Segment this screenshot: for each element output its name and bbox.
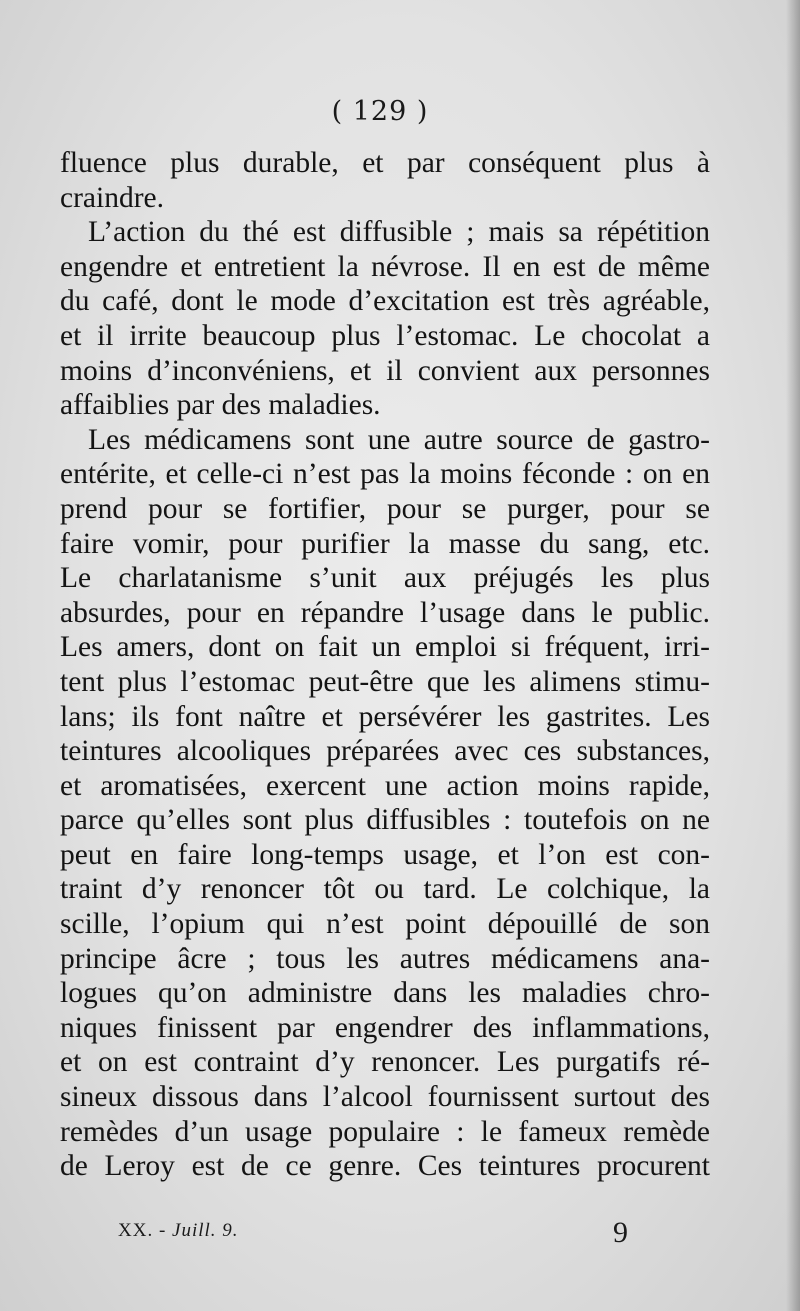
text-line: sineux dissous dans l’alcool fournissent surtout des [60,1081,710,1114]
text-line: de Leroy est de ce genre. Ces teintures procurent [60,1150,710,1183]
text-line: et on est contraint d’y renoncer. Les purgatifs ré- [60,1046,710,1079]
text-line: traint d’y renoncer tôt ou tard. Le colchique, la [60,873,710,906]
text-line: prend pour se fortifier, pour se purger, pour se [60,492,710,525]
sheet-number: 9 [613,1216,628,1249]
text-line: Le charlatanisme s’unit aux préjugés les plus [60,562,710,595]
text-line: tent plus l’estomac peut-être que les alimens stimu- [60,665,710,698]
text-line: fluence plus durable, et par conséquent plus à [60,147,710,179]
body-text [60,146,710,1184]
text-line: entérite, et celle-ci n’est pas la moins féconde : on en [60,458,710,491]
text-line: du café, dont le mode d’excitation est très agréable, [60,285,710,318]
text-line: scille, l’opium qui n’est point dépouillé de son [60,908,710,941]
text-line: Les médicamens sont une autre source de gastro- [88,423,710,456]
text-line: faire vomir, pour purifier la masse du sang, etc. [60,527,710,560]
text-line: L’action du thé est diffusible ; mais sa répétition [88,216,710,249]
text-line: niques finissent par engendrer des inflammations, [60,1011,710,1044]
page-edge-shadow [786,0,800,1311]
text-line: craindre. [60,181,164,214]
text-line: absurdes, pour en répandre l’usage dans le public. [60,596,710,629]
printer-signature [118,1220,239,1242]
text-line: et il irrite beaucoup plus l’estomac. Le chocolat a [60,319,710,352]
text-line: engendre et entretient la névrose. Il en est de même [60,250,710,283]
page-number: ( 129 ) [331,96,429,127]
text-line: peut en faire long-temps usage, et l’on est con- [60,838,710,871]
text-line: lans; ils font naître et persévérer les gastrites. Les [60,700,710,733]
text-line: teintures alcooliques préparées avec ces substances, [60,735,710,768]
text-line: affaiblies par des maladies. [60,389,381,422]
text-line: principe âcre ; tous les autres médicamens ana- [60,942,710,975]
signature-volume: XX. - [118,1220,167,1241]
text-line: remèdes d’un usage populaire : le fameux remède [60,1115,710,1148]
text-line: Les amers, dont on fait un emploi si fréquent, irri- [60,631,710,664]
text-line: logues qu’on administre dans les maladies chro- [60,977,710,1010]
text-line: et aromatisées, exercent une action moins rapide, [60,769,710,802]
signature-month: Juill. 9. [172,1220,239,1241]
text-line: moins d’inconvéniens, et il convient aux personnes [60,354,710,387]
text-line: parce qu’elles sont plus diffusibles : toutefois on ne [60,804,710,837]
